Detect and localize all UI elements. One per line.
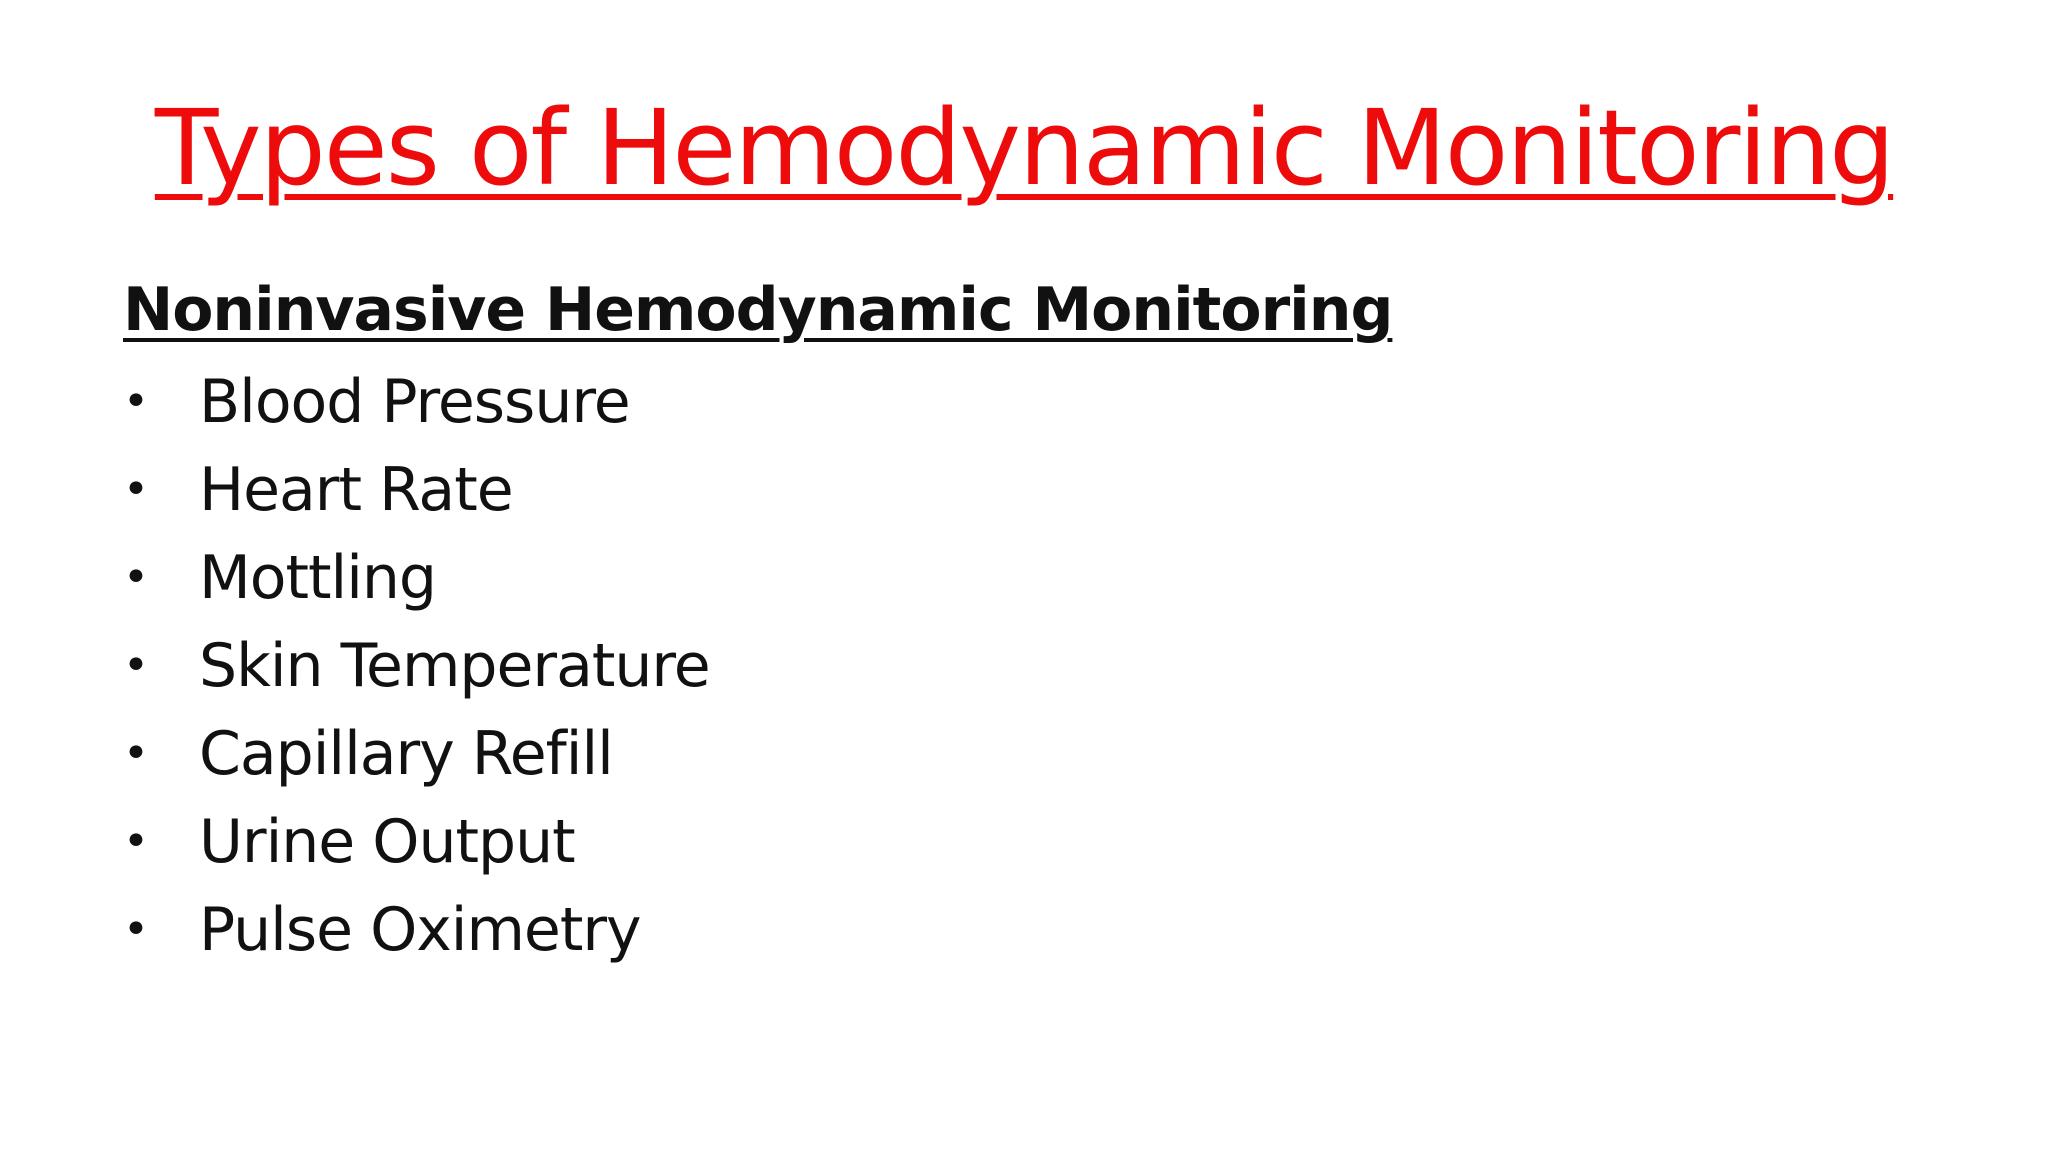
- list-item-pulse-oximetry: [123, 886, 710, 974]
- list-item-urine-output: [123, 798, 710, 886]
- bullet-icon: •: [123, 904, 148, 955]
- bullet-icon: •: [123, 376, 148, 427]
- list-item-label: Heart Rate: [199, 455, 513, 525]
- list-item-label: Skin Temperature: [199, 631, 710, 701]
- section-heading: Noninvasive Hemodynamic Monitoring: [123, 275, 1393, 345]
- bullet-icon: •: [123, 640, 148, 691]
- list-item-mottling: [123, 534, 710, 622]
- list-item-label: Pulse Oximetry: [199, 895, 641, 965]
- list-item-skin-temperature: [123, 622, 710, 710]
- list-item-label: Mottling: [199, 543, 436, 613]
- list-item-capillary-refill: [123, 710, 710, 798]
- bullet-icon: •: [123, 728, 148, 779]
- slide-title: Types of Hemodynamic Monitoring: [154, 87, 1894, 209]
- list-item-blood-pressure: [123, 358, 710, 446]
- bullet-icon: •: [123, 464, 148, 515]
- list-item-label: Capillary Refill: [199, 719, 613, 789]
- list-item-heart-rate: [123, 446, 710, 534]
- list-item-label: Blood Pressure: [199, 367, 630, 437]
- bullet-icon: •: [123, 552, 148, 603]
- bullet-icon: •: [123, 816, 148, 867]
- list-item-label: Urine Output: [199, 807, 575, 877]
- bullet-list: [123, 358, 710, 974]
